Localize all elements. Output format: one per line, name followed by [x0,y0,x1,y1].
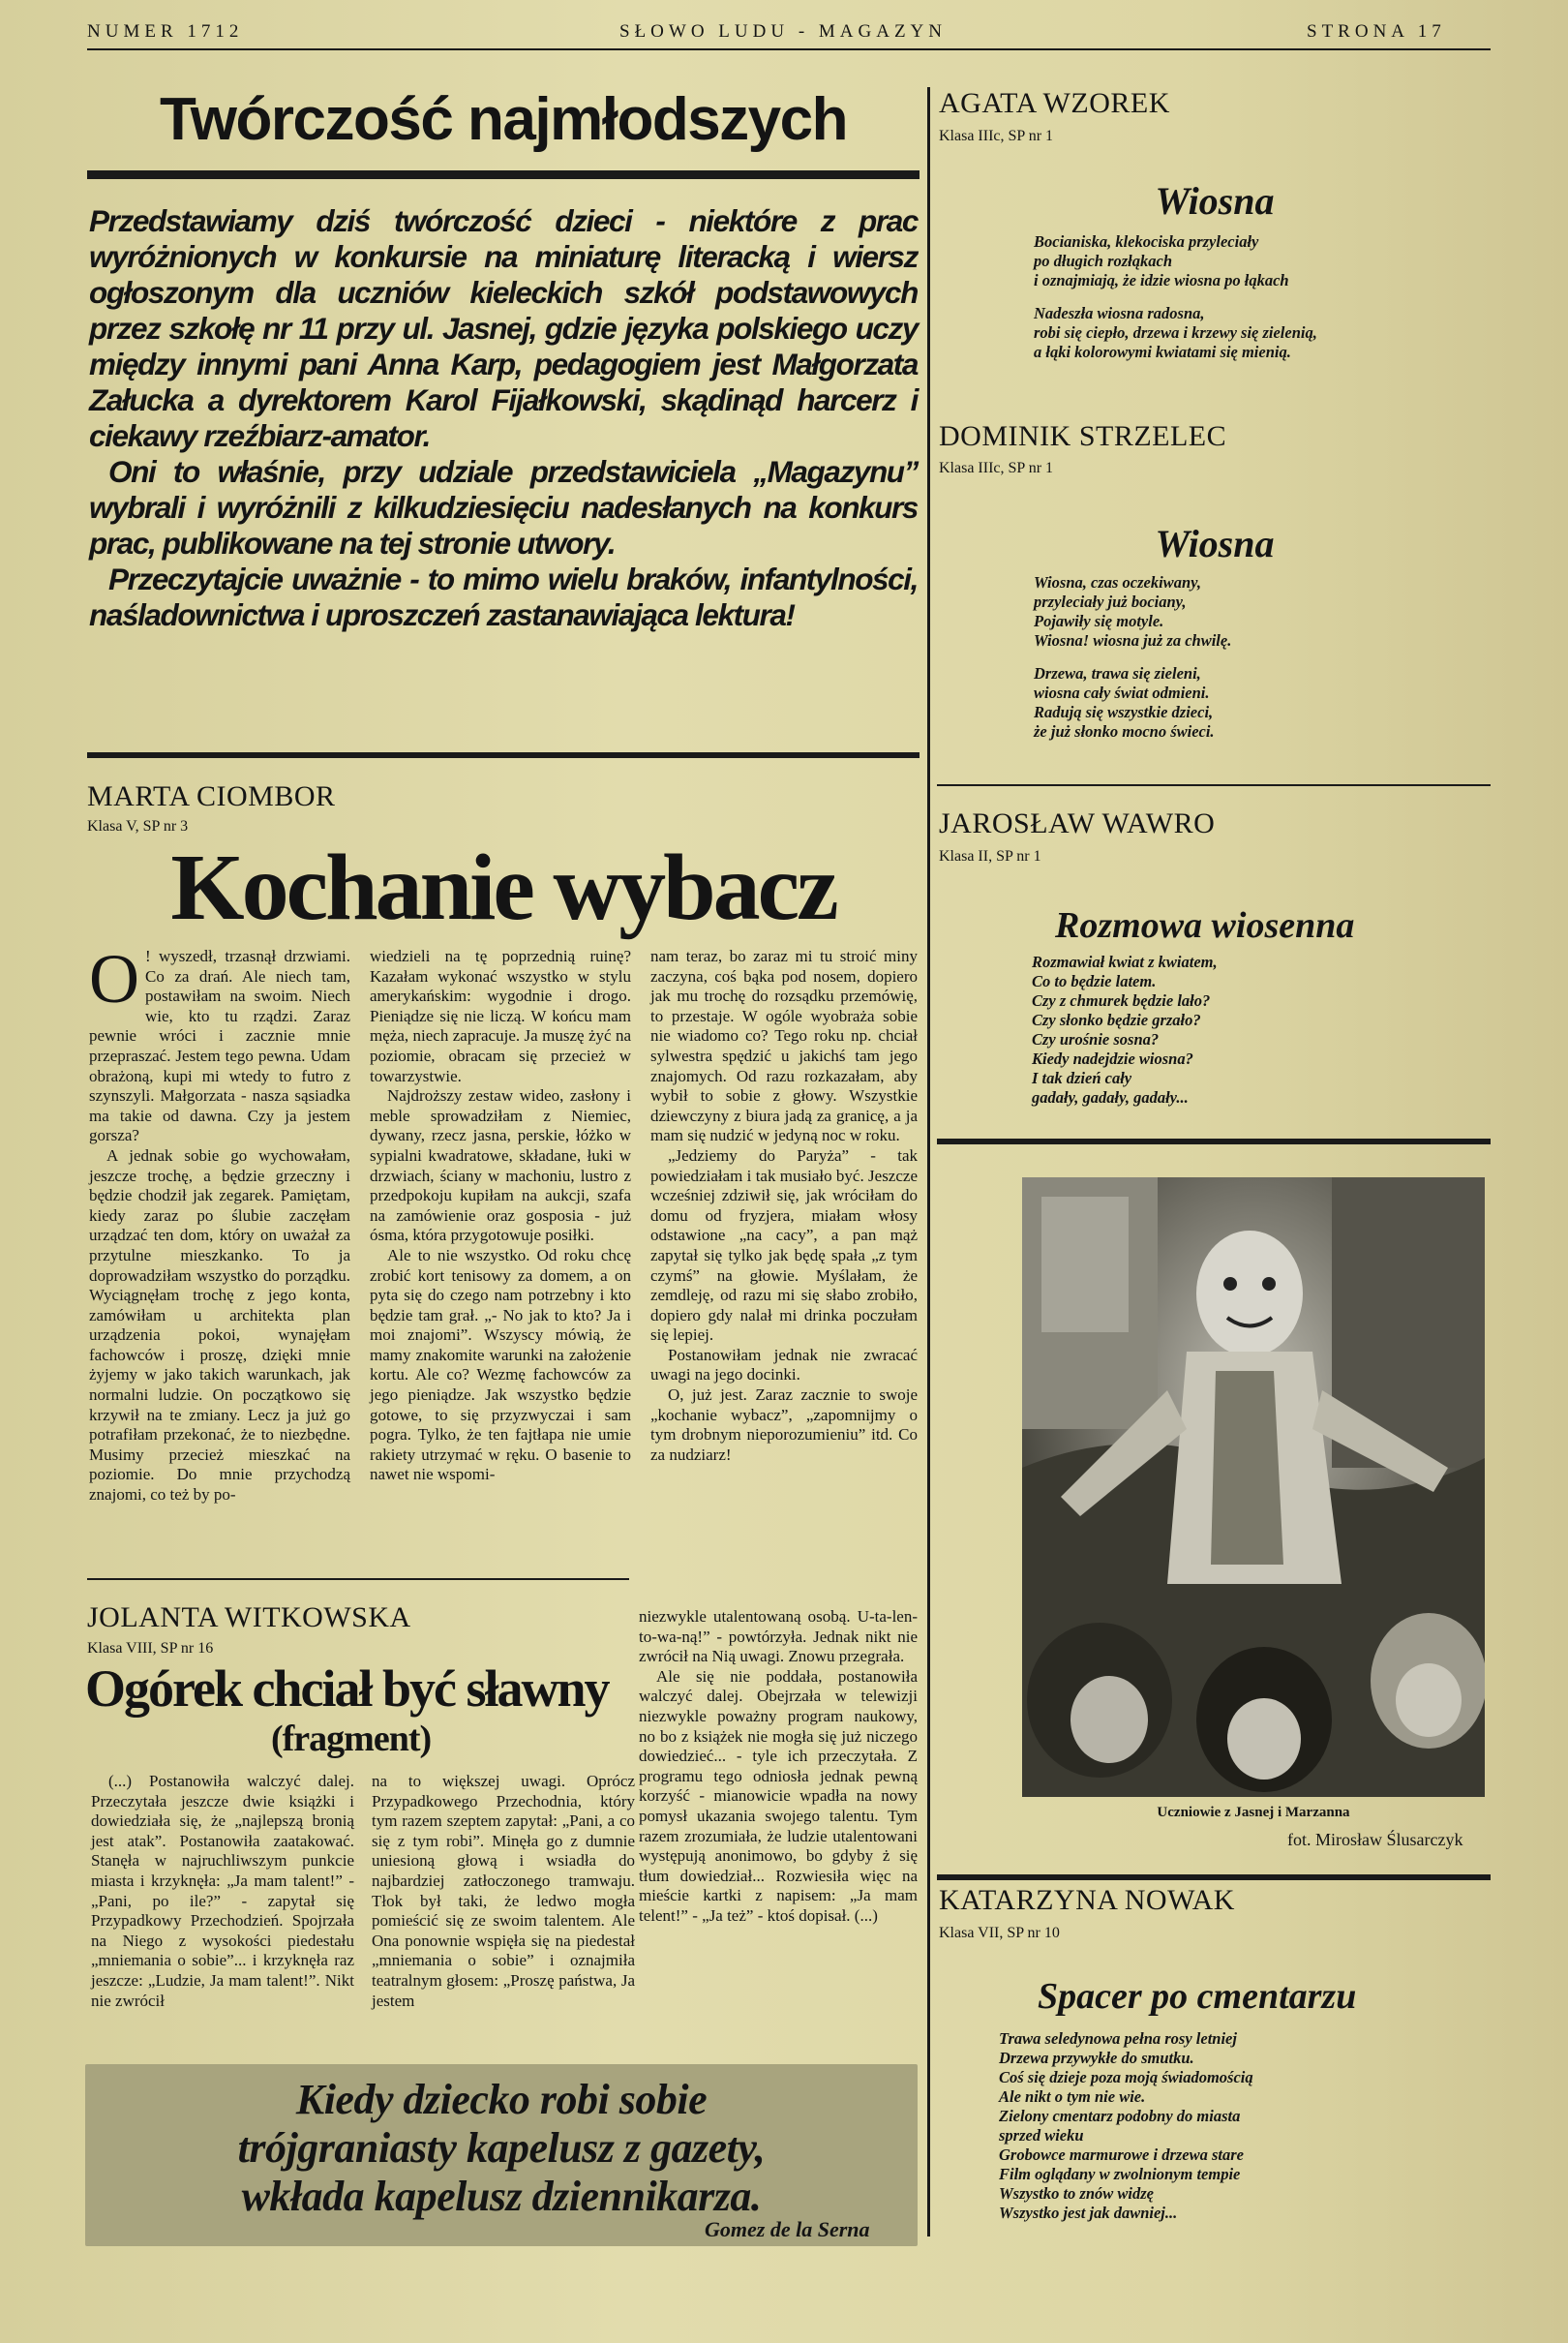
author-ciombor: MARTA CIOMBOR [87,780,336,812]
poem-wiosna-2-stanza1: Wiosna, czas oczekiwany, przyleciały już bociany, Pojawiły się motyle. Wiosna! wiosna już za chwilę. [1034,573,1232,650]
kochanie-col1 [89,940,350,1506]
poem-spacer [999,2029,1463,2236]
klasa-nowak: Klasa VII, SP nr 10 [939,1925,1060,1941]
dropcap: O [89,940,139,1018]
ogorek-subtitle: (fragment) [271,1719,432,1759]
title-wiosna-2: Wiosna [1155,522,1275,565]
author-witkowska: JOLANTA WITKOWSKA [87,1601,411,1633]
author-strzelec: DOMINIK STRZELEC [939,420,1227,452]
kochanie-col1-p2: A jednak sobie go wychowałam, jeszcze trochę, a będzie grzeczny i będzie chodził jak zegarek. Pamiętam, kiedy zaraz po ślubie zaczęłam urządzać ten dom, który on uważał za przytulne mieszkanko. To ja doprowadziłam wszystko do porządku. Wyciągnęłam trochę z jego konta, zamówiłam u architekta plan urządzenia pokoi, wynajęłam fachowców i proszę, dzięki mnie żyjemy w jako takich warunkach, jak normalni ludzie. On początkowo się krzywił na te zmiany. Lecz ja już go potrafiłam przekonać, że to niezbędne. Musimy przecież mieszkać na poziomie. Do mnie przychodzą znajomi, co też by po- [89,1145,350,1505]
poem-wiosna-1 [1034,232,1479,376]
lead-title: Twórczość najmłodszych [159,86,848,153]
klasa-wawro: Klasa II, SP nr 1 [939,848,1041,865]
poem-wiosna-1-stanza1: Bocianiska, klekociska przyleciały po długich rozłąkach i oznajmiają, że idzie wiosna po łąkach [1034,232,1289,289]
ogorek-col3-p2: Ale się nie poddała, postanowiła walczyć dalej. Obejrzała w telewizji niezwykle poważny program naukowy, no bo z książek nie mogła się już niczego dowiedzieć... - tyle ich przeczytała. Z programu tego odniosła jednak pewną korzyść - mianowicie wpadła na nowy pomysł ukazania swojego talentu. Tym razem zrozumiała, że ludzie utalentowani występują anonimowo, bo gdyby ż się tłum dowiedział... Rozwiesiła więc na mieście kartki z napisem: „Ja mam telent!” - „Ja też” - ktoś dopisał. (...) [639,1666,918,1925]
column-divider [927,87,930,2236]
lead-bottom-rule [87,752,920,758]
author-wzorek: AGATA WZOREK [939,87,1170,119]
paper-name: SŁOWO LUDU - MAGAZYN [619,21,948,42]
poem-wiosna-2-stanza2: Drzewa, trawa się zieleni, wiosna cały świat odmieni. Radują się wszystkie dzieci, że już słonko mocno świeci. [1034,664,1215,741]
poem-rozmowa [1032,953,1477,1121]
quote-line3: wkłada kapelusz dziennikarza. [241,2173,762,2220]
kochanie-col2-p3: Ale to nie wszystko. Od roku chcę zrobić kort tenisowy za domem, a on pyta się do czego nam potrzebny i kto będzie tam grał. „- No jak to kto? Ja i moi znajomi”. Wszyscy mówią, że mamy znakomite warunki na założenie kortu. Ale co? Wezmę fachowców za jego pieniądze. Jak wszystko będzie gotowe, to się przyzwyczai i sam pogra. Tylko, że ten fajtłapa nie umie rakiety utrzymać w ręku. O basenie to nawet nie wspomi- [370,1245,631,1484]
header-rule [87,48,1491,50]
author-wawro: JAROSŁAW WAWRO [939,807,1216,839]
quote-attribution: Gomez de la Serna [705,2217,870,2241]
title-rozmowa: Rozmowa wiosenna [1055,905,1355,946]
author-nowak: KATARZYNA NOWAK [939,1884,1235,1916]
quote-box [85,2064,918,2246]
photo-bottom-rule [937,1874,1491,1880]
lead-intro-p2: Oni to właśnie, przy udziale przedstawiciela „Magazynu” wybrali i wyróżnili z kilkudziesięciu nadesłanych na konkurs prac, publikowane na tej stronie utwory. [89,454,918,561]
klasa-ciombor: Klasa V, SP nr 3 [87,818,189,835]
lead-title-rule [87,170,920,179]
lead-intro-p3: Przeczytajcie uważnie - to mimo wielu braków, infantylności, naśladownictwa i uproszczeń zastanawiająca lektura! [89,562,918,632]
klasa-strzelec: Klasa IIIc, SP nr 1 [939,460,1054,476]
photo-credit: fot. Mirosław Ślusarczyk [1287,1830,1463,1849]
ogorek-col1-p1: (...) Postanowiła walczyć dalej. Przeczytała jeszcze dwie książki i dowiedziała się, że „najlepszą bronią jest atak”. Postanowiła zaatakować. Stanęła w najruchliwszym punkcie miasta i krzyknęła: „Ja mam talent!” - „Pani, po ile?” - zapytał się Przypadkowy Przechodzień. Spojrzała na Niego z wysokości piedestału „mniemania o sobie”... i krzyknęła raz jeszcze: „Ludzie, Ja mam talent!”. Nikt nie zwrócił [91,1772,354,2010]
kochanie-col3-p2: „Jedziemy do Paryża” - tak powiedziałam i tak musiało być. Jeszcze wcześniej zdziwił się, jak wróciłam do domu od fryzjera, miałam włosy odstawione „na cacy”, a pan mąż zapytał się tylko jak będę spała „z tym czymś” na głowie. Myślałam, że zemdleję, od razu mi się słabo zrobiło, dopiero gdy nalał mi drinka poczułam się lepiej. [650,1145,918,1345]
poem-wiosna-2 [1034,573,1479,755]
quote-line1: Kiedy dziecko robi sobie [295,2076,708,2123]
photo-caption: Uczniowie z Jasnej i Marzanna [1157,1805,1350,1820]
kochanie-col3-p3: Postanowiłam jednak nie zwracać uwagi na jego docinki. [650,1345,918,1384]
kochanie-col1-p1: ! wyszedł, trzasnął drzwiami. Co za drań. Ale niech tam, postawiłam na swoim. Niech wie, kto tu rządzi. Zaraz pewnie wróci i zacznie mnie przepraszać. Jestem tego pewna. Udam obrażoną, kupi mi wtedy to futro z szynszyli. Małgorzata - nasza sąsiadka ma takie od dawna. Czy ja jestem gorsza? [89,947,350,1145]
title-kochanie-wybacz: Kochanie wybacz [170,836,836,940]
page-number: STRONA 17 [1307,21,1446,42]
poem-wiosna-1-stanza2: Nadeszła wiosna radosna, robi się ciepło, drzewa i krzewy się zielenią, a łąki kolorowymi kwiatami się mienią. [1034,304,1317,361]
ogorek-col3-p1: niezwykle utalentowaną osobą. U-ta-len-to-wa-ną!” - powtórzyła. Jednak nikt nie zwrócił na Nią uwagi. Znowu przegrała. [639,1607,918,1666]
issue-number: NUMER 1712 [87,21,244,42]
kochanie-col2-p1: wiedzieli na tę poprzednią ruinę? Kazałam wykonać wszystko w stylu amerykańskim: wygodnie i drogo. Pieniądze się nie liczą. W końcu mam męża, niech zapracuje. Ja muszę żyć na poziomie, obracam się przecież w towarzystwie. [370,947,631,1085]
ogorek-col2 [372,1772,635,2011]
photo-image [1022,1177,1485,1797]
lead-intro-p1: Przedstawiamy dziś twórczość dzieci - niektóre z prac wyróżnionych w konkursie na miniaturę literacką i wiersz ogłoszonym dla uczniów kieleckich szkół podstawowych przez szkołę nr 11 przy ul. Jasnej, gdzie języka polskiego uczy między innymi pani Anna Karp, pedagogiem jest Małgorzata Załucka a dyrektorem Karol Fijałkowski, skądinąd harcerz i ciekawy rzeźbiarz-amator. [89,203,918,453]
poem-rozmowa-stanza1: Rozmawiał kwiat z kwiatem, Co to będzie latem. Czy z chmurek będzie lało? Czy słonko będzie grzało? Czy urośnie sosna? Kiedy nadejdzie wiosna? I tak dzień cały gadały, gadały, gadały... [1032,953,1218,1107]
kochanie-col3-p4: O, już jest. Zaraz zacznie to swoje „kochanie wybacz”, „zapomnijmy o tym drobnym nieporozumieniu” itd. Co za nudziarz! [650,1385,918,1464]
klasa-wzorek: Klasa IIIc, SP nr 1 [939,128,1054,144]
kochanie-col2 [370,947,631,1485]
photo-marzanna [1022,1177,1485,1797]
lead-intro [89,203,918,633]
rozmowa-bottom-rule [937,1139,1491,1144]
wiosna-bottom-rule [937,784,1491,786]
poem-spacer-stanza1: Trawa seledynowa pełna rosy letniej Drzewa przywykłe do smutku. Coś się dzieje poza moją świadomością Ale nikt o tym nie wie. Zielony cmentarz podobny do miasta sprzed wieku Grobowce marmurowe i drzewa stare Film oglądany w zwolnionym tempie Wszystko to znów widzę Wszystko jest jak dawniej... [999,2029,1253,2222]
ogorek-col3 [639,1607,918,1927]
kochanie-col3 [650,947,918,1465]
title-wiosna-1: Wiosna [1155,179,1275,223]
kochanie-bottom-rule [87,1578,629,1580]
klasa-witkowska: Klasa VIII, SP nr 16 [87,1640,214,1657]
kochanie-col3-p1: nam teraz, bo zaraz mi tu stroić miny zaczyna, coś bąka pod nosem, dopiero jak mu trochę do rozsądku przemówię, to przestaje. W ogóle wyobraża sobie nie wiadomo co? Tego roku np. chciał sylwestra spędzić u jakichś tam jego znajomych. Od razu rozkazałam, aby wybił to sobie z głowy. Wszystkie dziewczyny z biura jadą za granicę, a ja mam się nudzić w jedyną noc w roku. [650,947,918,1145]
quote-line2: trójgraniasty kapelusz z gazety, [237,2124,766,2172]
title-ogorek: Ogórek chciał być sławny [85,1659,609,1718]
ogorek-col2-p1: na to większej uwagi. Oprócz Przypadkowego Przechodnia, który tym razem szeptem zapytał: „Pani, a co się z tym robi”. Minęła go z dumnie uniesioną głową i wsiadła do najbardziej zatłoczonego tramwaju. Tłok był taki, że ledwo mogła pomieścić się ze swoim talentem. Ale Ona ponownie wspięła się na piedestał „mniemania o sobie” i oznajmiła teatralnym głosem: „Proszę państwa, Ja jestem [372,1772,635,2010]
kochanie-col2-p2: Najdroższy zestaw wideo, zasłony i meble sprowadziłam z Niemiec, dywany, rzecz jasna, perskie, łóżko w sypialni kwadratowe, składane, łuki w drzwiach, ściany w machoniu, lustro z przedpokoju kupiłam na aukcji, szafa na zamówienie oraz gosposia - już ósma, która przygotowuje posiłki. [370,1086,631,1245]
title-spacer: Spacer po cmentarzu [1038,1976,1357,2017]
ogorek-col1 [91,1772,354,2011]
